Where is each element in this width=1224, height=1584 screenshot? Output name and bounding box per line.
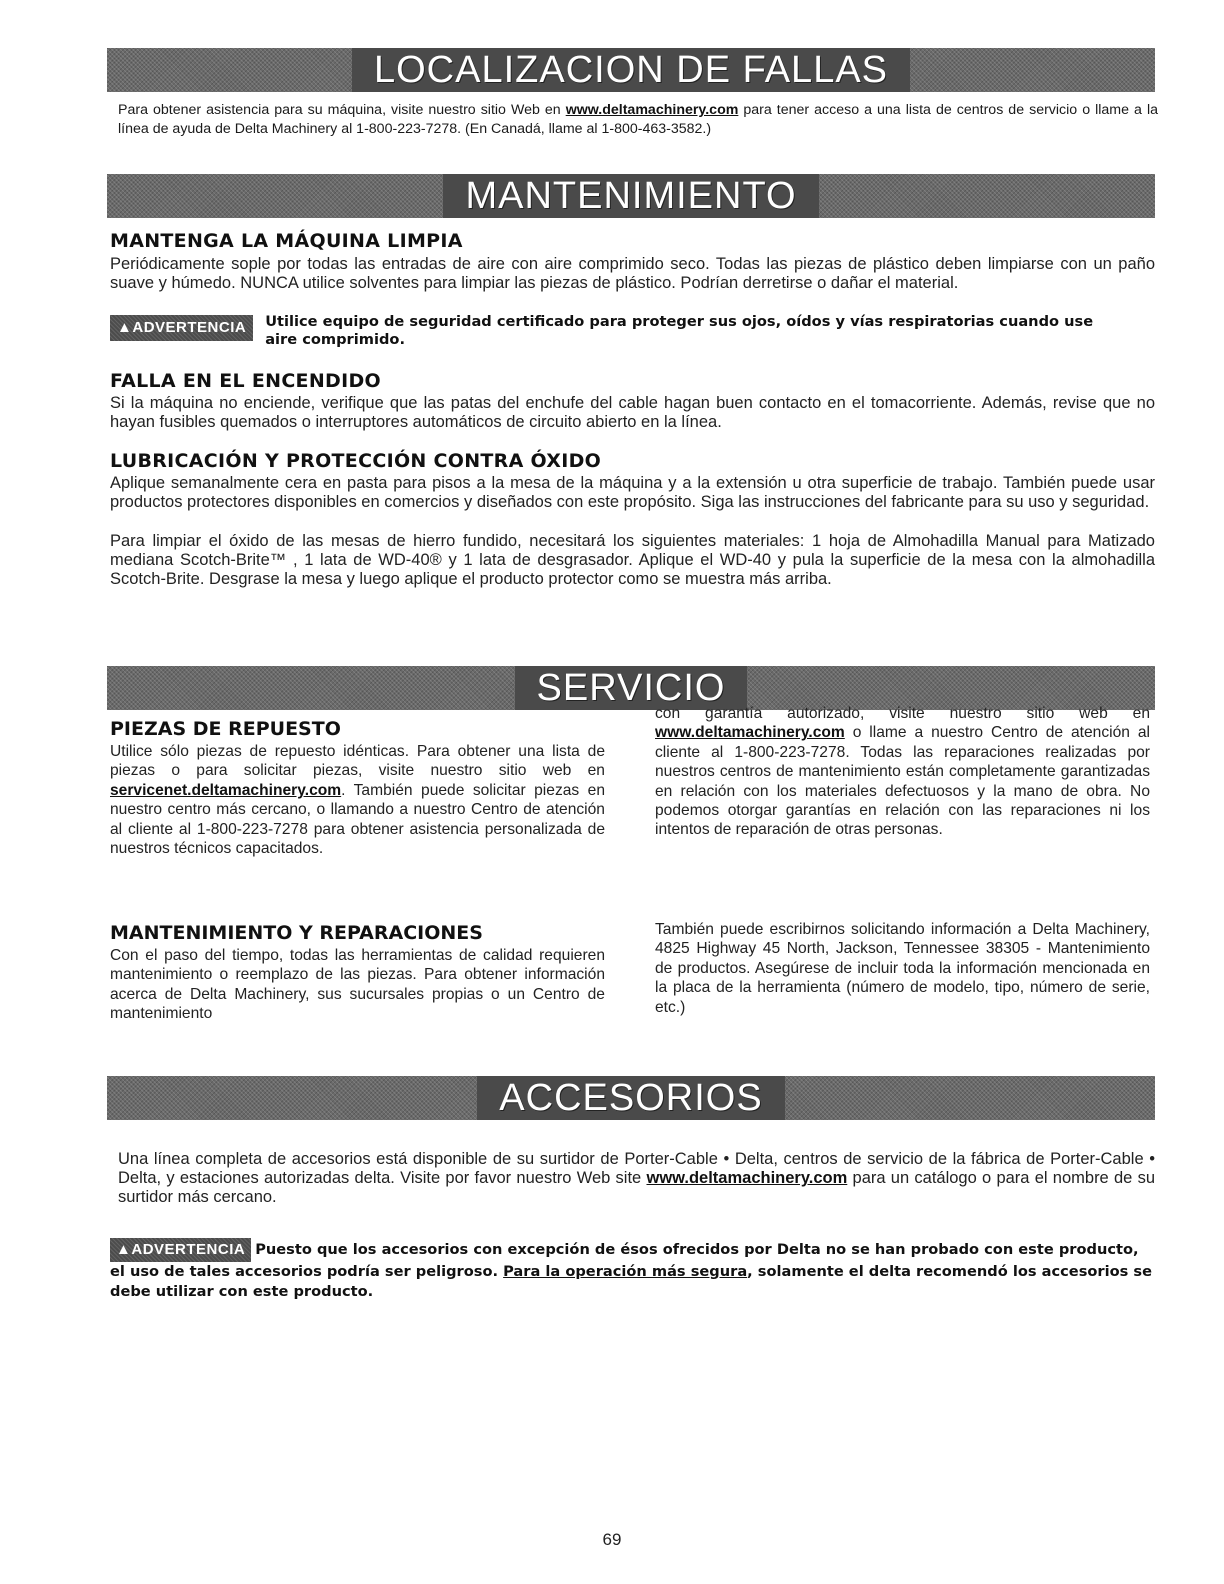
accessories-title: ACCESORIOS xyxy=(477,1076,784,1120)
clean-machine-text: Periódicamente sople por todas las entradas de aire con aire comprimido seco. Todas las piezas de plástico deben limpiarse con un paño suave y húmedo. NUNCA utilice solventes para limpiar las piezas de plástico. Podrían derretirse o dañar el material. xyxy=(110,255,1155,292)
maintenance-banner xyxy=(107,174,1155,218)
warning-badge: ▲ADVERTENCIA xyxy=(110,1238,251,1262)
startup-failure-text: Si la máquina no enciende, verifique que las patas del enchufe del cable hagan buen contacto en el tomacorriente. Además, revise que no hayan fusibles quemados o interruptores automáticos de circuito abierto en la línea. xyxy=(110,394,1155,431)
clean-machine-heading: MANTENGA LA MÁQUINA LIMPIA xyxy=(110,230,463,252)
lubrication-text-2: Para limpiar el óxido de las mesas de hierro fundido, necesitará los siguientes materiales: 1 hoja de Almohadilla Manual para Matizado mediana Scotch-Brite™ , 1 lata de WD-40® y 1 lata de desgrasador. Aplique el WD-40 y pula la superficie de la mesa con la almohadilla Scotch-Brite. Desgrase la mesa y luego aplique el producto protector como se muestra más arriba. xyxy=(110,532,1155,588)
troubleshooting-banner xyxy=(107,48,1155,92)
page-number: 69 xyxy=(602,1530,622,1549)
deltamachinery-link-accessories[interactable]: www.deltamachinery.com xyxy=(646,1169,848,1187)
replacement-parts-heading: PIEZAS DE REPUESTO xyxy=(110,718,341,740)
safest-operation-text: Para la operación más segura xyxy=(503,1263,748,1280)
warning-badge: ▲ADVERTENCIA xyxy=(110,315,253,341)
warning-triangle-icon: ▲ xyxy=(116,1241,132,1258)
accessories-text: Una línea completa de accesorios está disponible de su surtidor de Porter-Cable • Delta, centros de servicio de la fábrica de Porter-Cable • Delta, y estaciones autorizadas delta. Visite por favor nuestro Web site www.deltamachinery.com para un catálogo o para el nombre de su surtidor más cercano. xyxy=(118,1150,1155,1206)
service-title: SERVICIO xyxy=(515,666,748,710)
warning-text: Utilice equipo de seguridad certificado para proteger sus ojos, oídos y vías respiratorias cuando use aire comprimido. xyxy=(265,313,1094,348)
accessories-banner xyxy=(107,1076,1155,1120)
startup-failure-heading: FALLA EN EL ENCENDIDO xyxy=(110,370,382,392)
warning-triangle-icon: ▲ xyxy=(117,319,133,336)
repairs-heading: MANTENIMIENTO Y REPARACIONES xyxy=(110,922,483,944)
compressed-air-warning xyxy=(110,313,1158,349)
accessories-warning: ▲ADVERTENCIA Puesto que los accesorios con excepción de ésos ofrecidos por Delta no se han probado con este producto, el uso de tales accesorios podría ser peligroso. Para la operación más segura, solamente el delta recomendó los accesorios se debe utilizar con este producto. xyxy=(110,1238,1155,1302)
service-right-text-1: con garantía autorizado, visite nuestro sitio web en www.deltamachinery.com o llame a nuestro Centro de atención al cliente al 1-800-223-7278. Todas las reparaciones realizadas por nuestros centros de mantenimiento están completamente garantizadas en relación con los materiales defectuosos y la mano de obra. No podemos otorgar garantías en relación con las reparaciones ni los intentos de reparación de otras personas. xyxy=(655,705,1150,839)
servicenet-link[interactable]: servicenet.deltamachinery.com xyxy=(110,781,342,799)
troubleshooting-text: Para obtener asistencia para su máquina, visite nuestro sitio Web en www.deltamachinery.com para tener acceso a una lista de centros de servicio o llame a la línea de ayuda de Delta Machinery al 1-800-223-7278. (En Canadá, llame al 1-800-463-3582.) xyxy=(118,102,1158,137)
deltamachinery-link-service[interactable]: www.deltamachinery.com xyxy=(655,724,845,742)
replacement-parts-text: Utilice sólo piezas de repuesto idénticas. Para obtener una lista de piezas o para solicitar piezas, visite nuestro sitio web en servicenet.deltamachinery.com. También puede solicitar piezas en nuestro centro más cercano, o llamando a nuestro Centro de atención al cliente al 1-800-223-7278 para obtener asistencia personalizada de nuestros técnicos capacitados. xyxy=(110,743,605,858)
repairs-text: Con el paso del tiempo, todas las herramientas de calidad requieren mantenimiento o reemplazo de las piezas. Para obtener información acerca de Delta Machinery, sus sucursales propias o un Centro de mantenimiento xyxy=(110,947,605,1023)
deltamachinery-link[interactable]: www.deltamachinery.com xyxy=(565,102,739,118)
troubleshooting-title: LOCALIZACION DE FALLAS xyxy=(352,48,910,92)
maintenance-title: MANTENIMIENTO xyxy=(443,174,818,218)
lubrication-heading: LUBRICACIÓN Y PROTECCIÓN CONTRA ÓXIDO xyxy=(110,450,602,472)
lubrication-text-1: Aplique semanalmente cera en pasta para pisos a la mesa de la máquina y a la extensión u otra superficie de trabajo. También puede usar productos protectores disponibles en comercios y diseñados con este propósito. Siga las instrucciones del fabricante para su uso y seguridad. xyxy=(110,474,1155,511)
service-right-text-2: También puede escribirnos solicitando información a Delta Machinery, 4825 Highway 45 North, Jackson, Tennessee 38305 - Mantenimiento de productos. Asegúrese de incluir toda la información mencionada en la placa de la herramienta (número de modelo, tipo, número de serie, etc.) xyxy=(655,921,1150,1016)
